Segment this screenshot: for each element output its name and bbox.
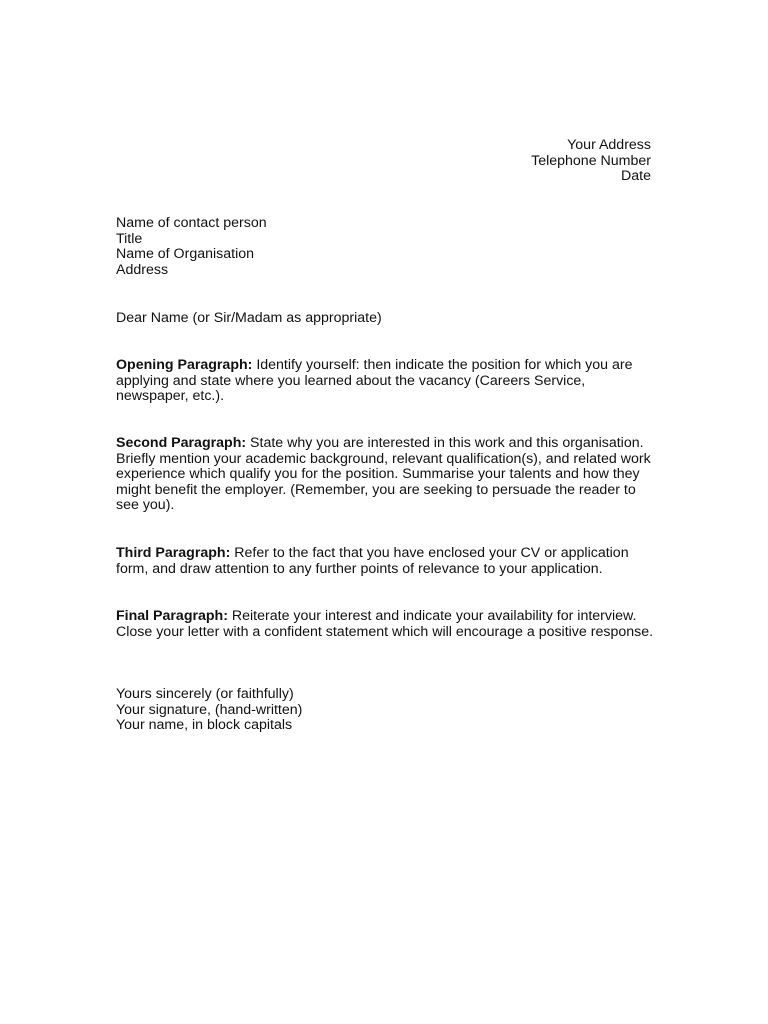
recipient-address: Address (116, 261, 169, 278)
salutation: Dear Name (or Sir/Madam as appropriate) (116, 310, 382, 326)
second-paragraph-text: State why you are interested in this work and this organisation. Briefly mention your academic background, relevant qualification(s), and related work experience which qualify you for the position. Summarise your talents and how they might benefit the employer. (Remember, you are seeking to persuade the reader to see you). (116, 435, 651, 514)
signature-line: Your signature, (hand-written) (116, 701, 303, 718)
printed-name: Your name, in block capitals (116, 717, 293, 734)
third-paragraph-heading: Third Paragraph: (116, 545, 231, 561)
recipient-title: Title (116, 230, 143, 247)
recipient-block (116, 216, 267, 278)
opening-paragraph (116, 358, 656, 405)
closing-block (116, 687, 302, 734)
final-paragraph-heading: Final Paragraph: (116, 608, 228, 624)
valediction: Yours sincerely (or faithfully) (116, 686, 294, 702)
opening-paragraph-text: Identify yourself: then indicate the position for which you are applying and state where you learned about the vacancy (Careers Service, newspaper, etc.). (116, 357, 633, 405)
second-paragraph (116, 436, 656, 514)
final-paragraph (116, 609, 656, 640)
letter-date: Date (621, 168, 651, 185)
recipient-organisation: Name of Organisation (116, 246, 255, 263)
sender-address: Your Address (567, 137, 651, 153)
second-paragraph-heading: Second Paragraph: (116, 435, 247, 451)
sender-block (531, 138, 651, 185)
third-paragraph (116, 546, 656, 577)
third-paragraph-text: Refer to the fact that you have enclosed your CV or application form, and draw attention to any further points of relevance to your application. (116, 545, 629, 577)
opening-paragraph-heading: Opening Paragraph: (116, 357, 253, 373)
sender-telephone: Telephone Number (531, 152, 651, 169)
final-paragraph-text: Reiterate your interest and indicate your availability for interview. Close your letter with a confident statement which will encourage a positive response. (116, 608, 654, 640)
recipient-contact: Name of contact person (116, 215, 267, 231)
